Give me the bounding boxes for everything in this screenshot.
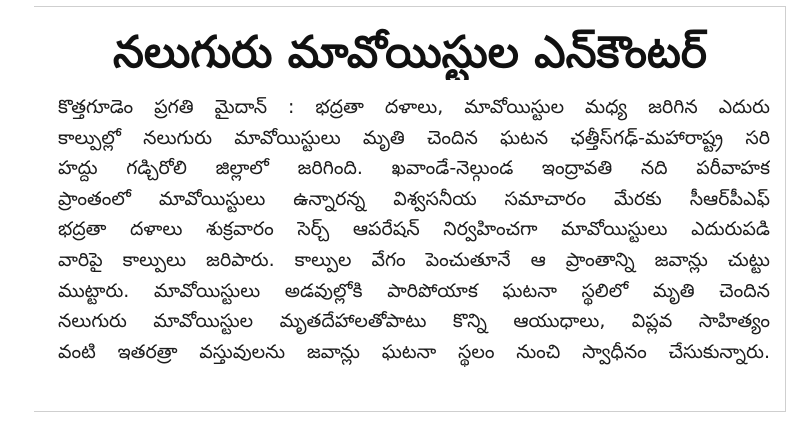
article-body-line: వారిపై కాల్పులు జరిపారు. కాల్పుల వేగం పెంచుతూనే ఆ ప్రాంతాన్ని జవాన్లు చుట్టు (58, 248, 770, 271)
article-body-line: ప్రాంతంలో మావోయిస్టులు ఉన్నారన్న విశ్వసనీయ సమాచారం మేరకు సీఆర్‌పీఎఫ్ (58, 187, 770, 210)
article-body-line: ముట్టారు. మావోయిస్టులు అడవుల్లోకి పారిపోయాక ఘటనా స్థలిలో మృతి చెందిన (58, 279, 770, 302)
article-body (58, 92, 770, 367)
article-body-line: నలుగురు మావోయిస్టుల మృతదేహాలతోపాటు కొన్ని ఆయుధాలు, విప్లవ సాహిత్యం (58, 310, 770, 333)
article-body-line: కొత్తగూడెం ప్రగతి మైదాన్ : భద్రతా దళాలు, మావోయిస్టుల మధ్య జరిగిన ఎదురు (58, 96, 770, 118)
article-body-line: హద్దు గడ్చిరోలి జిల్లాలో జరిగింది. ఖవాండే-నెల్గుండ ఇంద్రావతి నది పరీవాహక (58, 157, 770, 180)
article-headline: నలుగురు మావోయిస్టుల ఎన్‌కౌంటర్ (112, 27, 707, 78)
article-body-line: కాల్పుల్లో నలుగురు మావోయిస్టులు మృతి చెందిన ఘటన ఛత్తీస్‌గఢ్‌-మహారాష్ట్ర సరి (58, 126, 770, 149)
article-body-line: వంటి ఇతరత్రా వస్తువులను జవాన్లు ఘటనా స్థలం నుంచి స్వాధీనం చేసుకున్నారు. (58, 340, 770, 363)
article-body-line: భద్రతా దళాలు శుక్రవారం సెర్చ్ ఆపరేషన్ నిర్వహించగా మావోయిస్టులు ఎదురుపడి (58, 218, 770, 241)
